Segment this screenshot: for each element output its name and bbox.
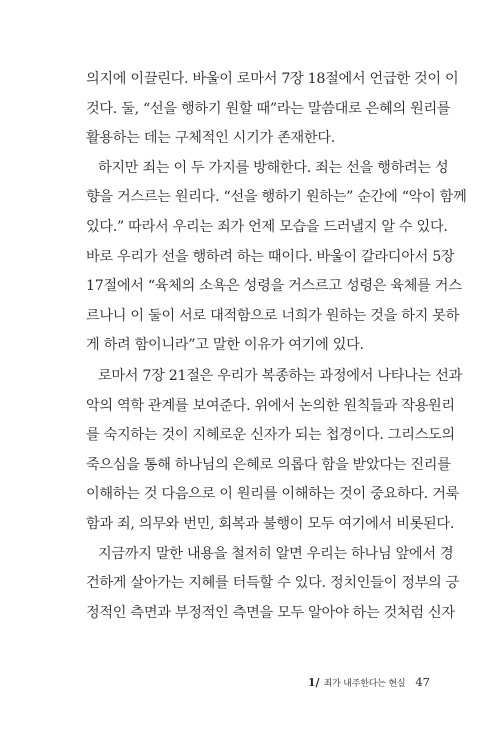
chapter-title: 죄가 내주한다는 현실: [323, 679, 406, 689]
text-line: 활용하는 데는 구체적인 시기가 존재한다.: [86, 130, 335, 147]
paragraph-4: [86, 540, 460, 629]
chapter-number: 1/: [307, 676, 320, 689]
text-line: 죽으심을 통해 하나님의 은혜로 의롭다 함을 받았다는 진리를: [86, 456, 451, 473]
text-line: 악의 역학 관계를 보여준다. 위에서 논의한 원칙들과 작용원리: [86, 397, 455, 414]
text-line: 17절에서 “육체의 소욕은 성령을 거스르고 성령은 육체를 거스: [86, 278, 462, 295]
paragraph-2: [86, 154, 467, 361]
text-line: 지금까지 말한 내용을 철저히 알면 우리는 하나님 앞에서 경: [98, 545, 454, 562]
text-line: 정적인 측면과 부정적인 측면을 모두 알아야 하는 것처럼 신자: [86, 604, 455, 621]
paragraph-3: [86, 362, 462, 540]
page-number: 47: [415, 675, 430, 689]
text-line: 바로 우리가 선을 행하려 하는 때이다. 바울이 갈라디아서 5장: [86, 248, 455, 265]
paragraph-1: [86, 65, 459, 154]
text-line: 의지에 이끌린다. 바울이 로마서 7장 18절에서 언급한 것이 이: [86, 71, 459, 87]
text-line: 하지만 죄는 이 두 가지를 방해한다. 죄는 선을 행하려는 성: [98, 159, 449, 176]
text-line: 르나니 이 둘이 서로 대적함으로 너희가 원하는 것을 하지 못하: [86, 307, 460, 324]
text-line: 게 하려 함이니라”고 말한 이유가 여기에 있다.: [86, 337, 364, 354]
page-footer: [308, 675, 430, 689]
text-line: 것다. 둘, “선을 행하기 원할 때”라는 말씀대로 은혜의 원리를: [86, 100, 451, 117]
text-line: 함과 죄, 의무와 번민, 회복과 불행이 모두 여기에서 비롯된다.: [86, 515, 455, 532]
text-line: 있다.” 따라서 우리는 죄가 언제 모습을 드러낼지 알 수 있다.: [86, 218, 448, 235]
text-line: 를 숙지하는 것이 지혜로운 신자가 되는 첩경이다. 그리스도의: [86, 427, 455, 444]
text-line: 건하게 살아가는 지혜를 터득할 수 있다. 정치인들이 정부의 긍: [86, 575, 460, 592]
text-block-upper: [86, 65, 467, 361]
text-block-lower: [86, 362, 462, 628]
text-line: 향을 거스르는 원리다. “선을 행하기 원하는” 순간에 “악이 함께: [86, 189, 467, 206]
text-line: 로마서 7장 21절은 우리가 복종하는 과정에서 나타나는 선과: [98, 368, 462, 384]
text-line: 이해하는 것 다음으로 이 원리를 이해하는 것이 중요하다. 거룩: [86, 486, 460, 503]
